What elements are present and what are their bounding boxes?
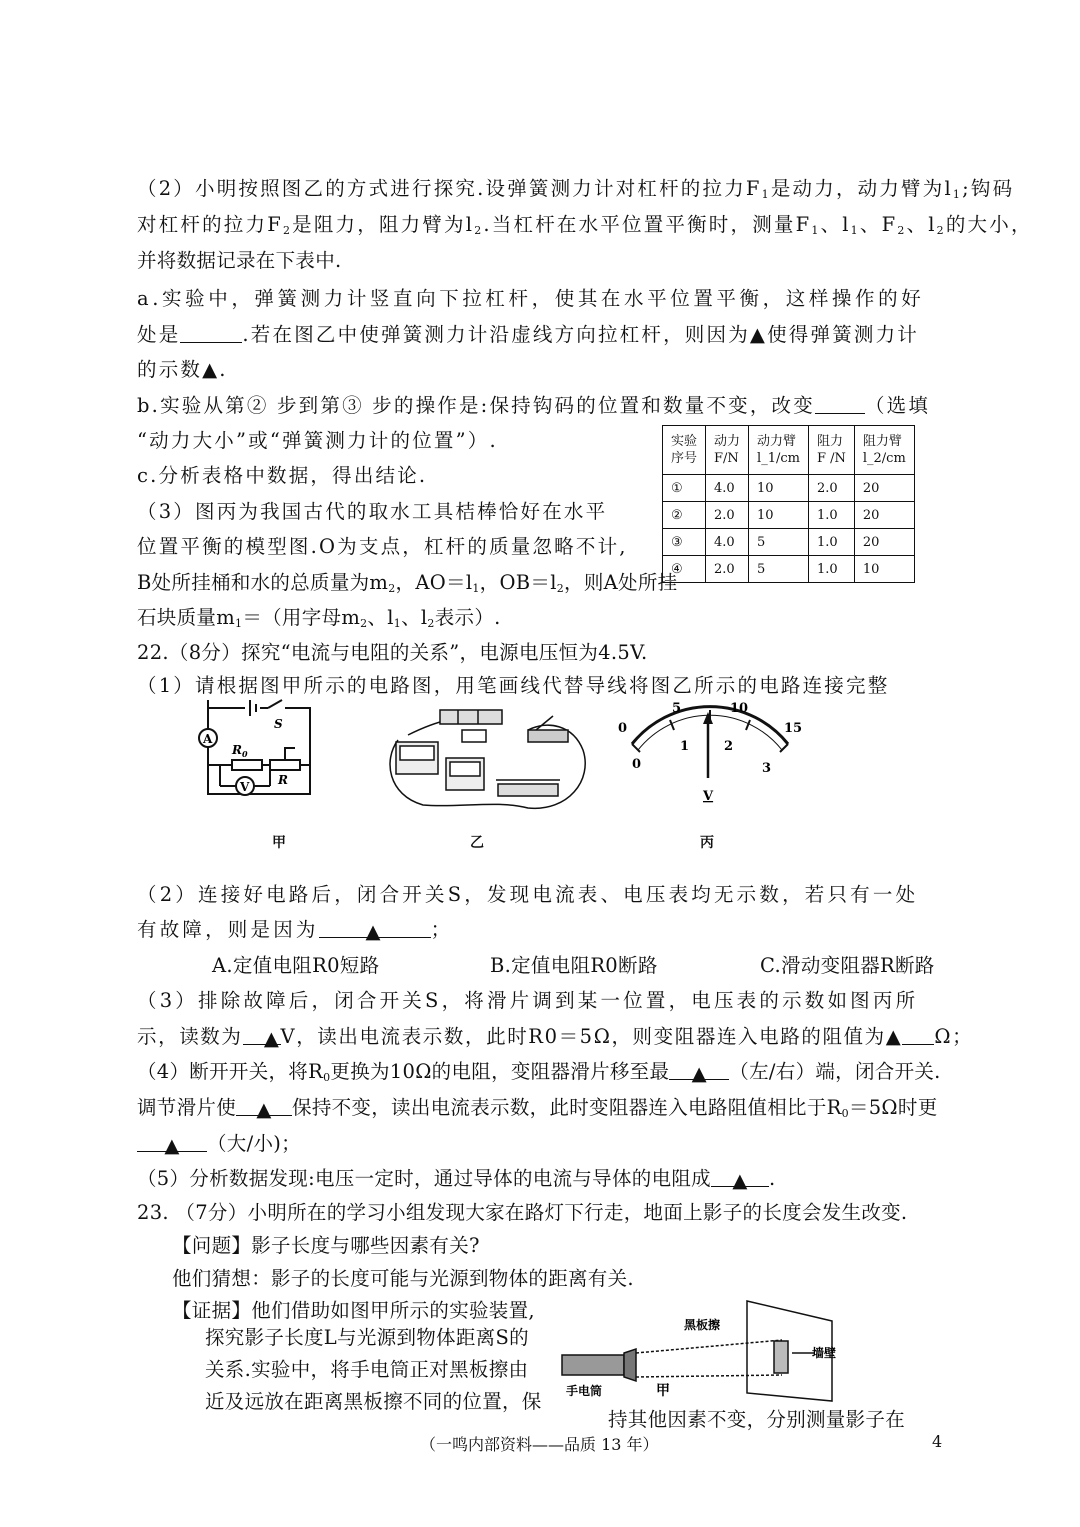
table-cell: 1.0 xyxy=(808,529,854,556)
table-cell: 20 xyxy=(854,475,914,502)
q23-evidence-4: 近及远放在距离黑板擦不同的位置，保 xyxy=(205,1390,542,1413)
option-b: B.定值电阻R0断路 xyxy=(490,954,658,977)
table-row xyxy=(663,502,915,529)
wall-label: 墙壁 xyxy=(812,1346,837,1360)
pointer-tip xyxy=(703,712,713,724)
q21-a-line3: 的示数▲. xyxy=(137,358,228,381)
table-cell: ④ xyxy=(663,556,706,583)
option-a: A.定值电阻R0短路 xyxy=(212,954,380,977)
table-cell: 10 xyxy=(854,556,914,583)
table-cell: 20 xyxy=(854,502,914,529)
answer-blank[interactable]: ▲ xyxy=(236,1097,292,1116)
figure-label-yi: 乙 xyxy=(470,835,484,851)
q21-a-line2: 处是 .若在图乙中使弹簧测力计沿虚线方向拉杠杆，则因为▲使得弹簧测力计 xyxy=(137,323,920,346)
table-cell: 2.0 xyxy=(706,502,749,529)
table-cell: 2.0 xyxy=(706,556,749,583)
q21-b-line1: b.实验从第② 步到第③ 步的操作是:保持钩码的位置和数量不变，改变 （选填 xyxy=(137,394,931,417)
data-table xyxy=(662,425,915,583)
q21-p3-line1: （3）图丙为我国古代的取水工具桔棒恰好在水平 xyxy=(137,500,608,523)
answer-blank[interactable] xyxy=(815,395,865,414)
scale-bottom-label: 1 xyxy=(680,739,690,754)
q22-p4-line2: 调节滑片使 ▲ 保持不变，读出电流表示数，此时变阻器连入电路阻值相比于$R_0=5\Omega$时更 xyxy=(137,1096,938,1121)
table-header-cell: 实验 序号 xyxy=(663,426,706,475)
q23-evidence-3: 关系.实验中，将手电筒正对黑板擦由 xyxy=(205,1358,529,1381)
table-header-cell: 阻力 F /N xyxy=(808,426,854,475)
q21-p3-line3: B处所挂桶和水的总质量为$m_2$，$AO=l_1$，$OB=l_2$，则A处所挂 xyxy=(137,571,678,595)
answer-blank[interactable] xyxy=(180,324,242,343)
table-cell: 10 xyxy=(749,502,809,529)
answer-blank[interactable]: ▲ xyxy=(137,1133,207,1152)
table-header-cell: 动力 F/N xyxy=(706,426,749,475)
answer-blank[interactable]: ▲ xyxy=(243,1026,281,1045)
table-header-cell: 动力臂 l_1/cm xyxy=(749,426,809,475)
q22-p2-line2: 有故障，则是因为 ▲ ； xyxy=(137,918,454,943)
answer-blank[interactable]: ▲ xyxy=(319,919,431,938)
q22-p3-line2: 示，读数为 ▲V，读出电流表示数，此时R0＝5Ω，则变阻器连入电路的阻值为▲ Ω； xyxy=(137,1025,974,1050)
q22-p5: （5）分析数据发现:电压一定时，通过导体的电流与导体的电阻成 ▲ . xyxy=(137,1167,776,1192)
q21-p2-line3: 并将数据记录在下表中. xyxy=(137,249,342,272)
voltmeter-dial xyxy=(612,696,808,808)
figure-label-bing: 丙 xyxy=(700,835,714,851)
q21-a-line1: a.实验中，弹簧测力计竖直向下拉杠杆，使其在水平位置平衡，这样操作的好 xyxy=(137,287,925,310)
q22-title: 22.（8分）探究“电流与电阻的关系”，电源电压恒为4.5V. xyxy=(137,641,648,664)
scale-top-label: 5 xyxy=(672,701,682,716)
figure-label-jia: 甲 xyxy=(272,835,286,851)
table-cell: 1.0 xyxy=(808,502,854,529)
q22-p2-line1: （2）连接好电路后，闭合开关S，发现电流表、电压表均无示数，若只有一处 xyxy=(137,883,919,906)
shadow-experiment-figure xyxy=(552,1293,852,1405)
option-c: C.滑动变阻器R断路 xyxy=(760,954,935,977)
table-cell: 2.0 xyxy=(808,475,854,502)
scale-bottom-label: 3 xyxy=(762,761,772,776)
scale-top-label: 0 xyxy=(618,721,628,736)
table-row xyxy=(663,475,915,502)
page-number: 4 xyxy=(932,1432,943,1451)
resistor-r0-label: $R_0$ xyxy=(232,743,248,759)
q23-guess: 他们猜想：影子的长度可能与光源到物体的距离有关. xyxy=(172,1267,634,1290)
table-cell: 1.0 xyxy=(808,556,854,583)
q23-question: 【问题】影子长度与哪些因素有关? xyxy=(172,1234,480,1257)
q23-evidence-1: 【证据】他们借助如图甲所示的实验装置, xyxy=(172,1299,535,1322)
meter-unit: V xyxy=(703,789,714,804)
ammeter-label: A xyxy=(203,732,213,746)
eraser-label: 黑板擦 xyxy=(684,1318,721,1332)
q21-p2-line1: （2）小明按照图乙的方式进行探究.设弹簧测力计对杠杆的拉力$F_1$是动力，动力臂为$l_1$;钩码 xyxy=(137,177,1015,201)
table-row xyxy=(663,529,915,556)
table-cell: 4.0 xyxy=(706,529,749,556)
q23-title: 23. （7分）小明所在的学习小组发现大家在路灯下行走，地面上影子的长度会发生改变. xyxy=(137,1201,908,1224)
answer-blank[interactable]: ▲ xyxy=(669,1061,729,1080)
q22-p4-line1: （4）断开开关，将$R_0$更换为10Ω的电阻，变阻器滑片移至最 ▲ （左/右）端，闭合开关. xyxy=(137,1060,941,1085)
answer-blank[interactable]: ▲ xyxy=(711,1168,769,1187)
scale-top-label: 10 xyxy=(730,701,749,716)
table-cell: 5 xyxy=(749,529,809,556)
q23-evidence-2: 探究影子长度L与光源到物体距离S的 xyxy=(205,1326,529,1349)
voltmeter-label: V xyxy=(240,780,250,794)
table-cell: ③ xyxy=(663,529,706,556)
q22-p1: （1）请根据图甲所示的电路图，用笔画线代替导线将图乙所示的电路连接完整 xyxy=(137,674,890,697)
flashlight-label: 手电筒 xyxy=(566,1384,603,1398)
q22-p3-line1: （3）排除故障后，闭合开关S，将滑片调到某一位置，电压表的示数如图丙所 xyxy=(137,989,919,1012)
q21-b-line2: “动力大小”或“弹簧测力计的位置”）. xyxy=(137,429,498,452)
switch-label: S xyxy=(274,717,283,731)
table-header-row xyxy=(663,426,915,475)
table-cell: ① xyxy=(663,475,706,502)
footer-text: （一鸣内部资料——品质 13 年） xyxy=(420,1435,659,1454)
q22-p4-line3: ▲ （大/小)； xyxy=(137,1131,301,1157)
q21-p3-line2: 位置平衡的模型图.O为支点，杠杆的质量忽略不计, xyxy=(137,535,628,558)
figure-label: 甲 xyxy=(656,1383,670,1399)
table-header-cell: 阻力臂 l_2/cm xyxy=(854,426,914,475)
circuit-diagram xyxy=(190,698,330,810)
scale-bottom-label: 2 xyxy=(724,739,734,754)
physical-circuit-figure xyxy=(378,700,600,812)
table-cell: ② xyxy=(663,502,706,529)
table-row xyxy=(663,556,915,583)
q23-evidence-5: 持其他因素不变，分别测量影子在 xyxy=(608,1408,906,1431)
table-cell: 5 xyxy=(749,556,809,583)
q21-c-line: c.分析表格中数据，得出结论. xyxy=(137,464,428,487)
rheostat-label: R xyxy=(278,773,288,787)
table-cell: 20 xyxy=(854,529,914,556)
scale-top-label: 15 xyxy=(784,721,803,736)
table-cell: 10 xyxy=(749,475,809,502)
q21-p2-line2: 对杠杆的拉力$F_2$是阻力，阻力臂为$l_2$.当杠杆在水平位置平衡时，测量$F_1$、$l_1$、$F_2$、$l_2$的大小， xyxy=(137,213,1033,237)
scale-bottom-label: 0 xyxy=(632,757,642,772)
q21-p3-line4: 石块质量$m_1=$（用字母$m_2$、$l_1$、$l_2$表示）. xyxy=(137,606,501,630)
answer-blank[interactable] xyxy=(902,1026,934,1045)
table-cell: 4.0 xyxy=(706,475,749,502)
